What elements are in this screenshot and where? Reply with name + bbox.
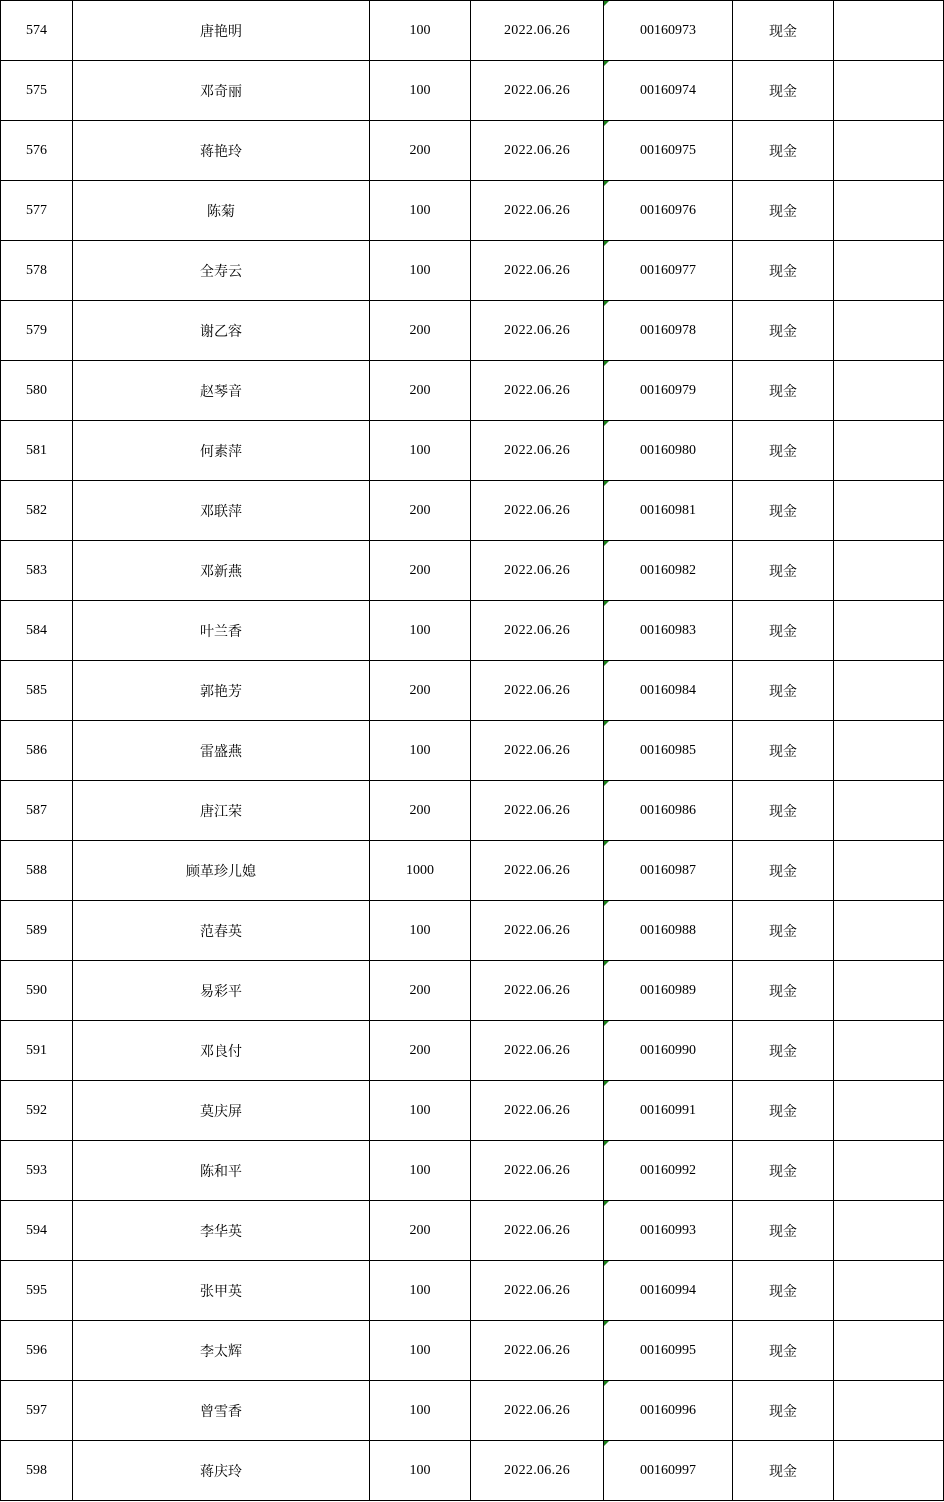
table-row xyxy=(1,61,944,121)
date-cell[interactable]: 2022.06.26 xyxy=(471,721,604,781)
remark-cell[interactable] xyxy=(834,661,944,721)
table-row xyxy=(1,781,944,841)
remark-cell[interactable] xyxy=(834,1381,944,1441)
payment-method-cell[interactable]: 现金 xyxy=(733,1261,834,1321)
date-cell[interactable]: 2022.06.26 xyxy=(471,841,604,901)
row-number-cell[interactable]: 593 xyxy=(1,1141,73,1201)
text-number-indicator-icon xyxy=(604,1201,609,1206)
remark-cell[interactable] xyxy=(834,1321,944,1381)
date-cell[interactable]: 2022.06.26 xyxy=(471,901,604,961)
receipt-number-cell[interactable] xyxy=(604,181,733,241)
donor-name-cell[interactable]: 蒋庆玲 xyxy=(73,1441,370,1501)
table-row xyxy=(1,121,944,181)
text-number-indicator-icon xyxy=(604,1081,609,1086)
amount-cell[interactable]: 200 xyxy=(370,541,471,601)
row-number-cell[interactable]: 577 xyxy=(1,181,73,241)
payment-method-cell[interactable]: 现金 xyxy=(733,481,834,541)
payment-method-cell[interactable]: 现金 xyxy=(733,301,834,361)
payment-method-cell[interactable]: 现金 xyxy=(733,61,834,121)
amount-cell[interactable]: 200 xyxy=(370,121,471,181)
donor-name-cell[interactable]: 陈菊 xyxy=(73,181,370,241)
receipt-number-cell[interactable] xyxy=(604,1081,733,1141)
amount-cell[interactable]: 100 xyxy=(370,1,471,61)
date-cell[interactable]: 2022.06.26 xyxy=(471,121,604,181)
text-number-indicator-icon xyxy=(604,181,609,186)
donor-name-cell[interactable]: 莫庆屏 xyxy=(73,1081,370,1141)
donor-name-cell[interactable]: 顾革珍儿媳 xyxy=(73,841,370,901)
date-cell[interactable]: 2022.06.26 xyxy=(471,1261,604,1321)
payment-method-cell[interactable]: 现金 xyxy=(733,421,834,481)
donor-name-cell[interactable]: 邓联萍 xyxy=(73,481,370,541)
remark-cell[interactable] xyxy=(834,1021,944,1081)
text-number-indicator-icon xyxy=(604,901,609,906)
donor-name-cell[interactable]: 郭艳芳 xyxy=(73,661,370,721)
receipt-number-text: 00160981 xyxy=(640,502,696,518)
receipt-number-text: 00160995 xyxy=(640,1342,696,1358)
receipt-number-cell[interactable] xyxy=(604,1141,733,1201)
date-cell[interactable]: 2022.06.26 xyxy=(471,241,604,301)
receipt-number-text: 00160988 xyxy=(640,922,696,938)
amount-cell[interactable]: 100 xyxy=(370,61,471,121)
remark-cell[interactable] xyxy=(834,1081,944,1141)
payment-method-cell[interactable]: 现金 xyxy=(733,1381,834,1441)
payment-method-cell[interactable]: 现金 xyxy=(733,901,834,961)
text-number-indicator-icon xyxy=(604,481,609,486)
date-cell[interactable]: 2022.06.26 xyxy=(471,1,604,61)
donor-name-cell[interactable]: 蒋艳玲 xyxy=(73,121,370,181)
remark-cell[interactable] xyxy=(834,1441,944,1501)
date-cell[interactable]: 2022.06.26 xyxy=(471,181,604,241)
receipt-number-text: 00160974 xyxy=(640,82,696,98)
amount-cell[interactable]: 100 xyxy=(370,181,471,241)
table-row xyxy=(1,961,944,1021)
text-number-indicator-icon xyxy=(604,1141,609,1146)
table-row xyxy=(1,1141,944,1201)
amount-cell[interactable]: 200 xyxy=(370,361,471,421)
remark-cell[interactable] xyxy=(834,361,944,421)
receipt-number-cell[interactable] xyxy=(604,901,733,961)
date-cell[interactable]: 2022.06.26 xyxy=(471,781,604,841)
table-row xyxy=(1,1021,944,1081)
row-number-cell[interactable]: 586 xyxy=(1,721,73,781)
receipt-number-cell[interactable] xyxy=(604,1381,733,1441)
payment-method-cell[interactable]: 现金 xyxy=(733,841,834,901)
text-number-indicator-icon xyxy=(604,361,609,366)
receipt-number-cell[interactable] xyxy=(604,841,733,901)
receipt-number-text: 00160991 xyxy=(640,1102,696,1118)
donor-name-cell[interactable]: 邓良付 xyxy=(73,1021,370,1081)
table-row xyxy=(1,901,944,961)
row-number-cell[interactable]: 583 xyxy=(1,541,73,601)
table-row xyxy=(1,721,944,781)
remark-cell[interactable] xyxy=(834,481,944,541)
payment-method-cell[interactable]: 现金 xyxy=(733,181,834,241)
amount-cell[interactable]: 200 xyxy=(370,1201,471,1261)
text-number-indicator-icon xyxy=(604,61,609,66)
donor-name-cell[interactable]: 唐艳明 xyxy=(73,1,370,61)
text-number-indicator-icon xyxy=(604,301,609,306)
row-number-cell[interactable]: 588 xyxy=(1,841,73,901)
donor-name-cell[interactable]: 曾雪香 xyxy=(73,1381,370,1441)
receipt-number-cell[interactable] xyxy=(604,121,733,181)
receipt-number-cell[interactable] xyxy=(604,721,733,781)
remark-cell[interactable] xyxy=(834,421,944,481)
amount-cell[interactable]: 100 xyxy=(370,1261,471,1321)
payment-method-cell[interactable]: 现金 xyxy=(733,361,834,421)
row-number-cell[interactable]: 592 xyxy=(1,1081,73,1141)
row-number-cell[interactable]: 589 xyxy=(1,901,73,961)
date-cell[interactable]: 2022.06.26 xyxy=(471,1321,604,1381)
receipt-number-text: 00160980 xyxy=(640,442,696,458)
donor-name-cell[interactable]: 赵琴音 xyxy=(73,361,370,421)
payment-method-cell[interactable]: 现金 xyxy=(733,781,834,841)
amount-cell[interactable]: 100 xyxy=(370,421,471,481)
table-row xyxy=(1,601,944,661)
receipt-number-cell[interactable] xyxy=(604,421,733,481)
text-number-indicator-icon xyxy=(604,601,609,606)
amount-cell[interactable]: 100 xyxy=(370,1141,471,1201)
date-cell[interactable]: 2022.06.26 xyxy=(471,541,604,601)
payment-method-cell[interactable]: 现金 xyxy=(733,1081,834,1141)
receipt-number-text: 00160982 xyxy=(640,562,696,578)
remark-cell[interactable] xyxy=(834,1261,944,1321)
row-number-cell[interactable]: 574 xyxy=(1,1,73,61)
text-number-indicator-icon xyxy=(604,661,609,666)
date-cell[interactable]: 2022.06.26 xyxy=(471,601,604,661)
remark-cell[interactable] xyxy=(834,841,944,901)
table-row xyxy=(1,301,944,361)
receipt-number-cell[interactable] xyxy=(604,541,733,601)
donor-name-cell[interactable]: 谢乙容 xyxy=(73,301,370,361)
receipt-number-text: 00160977 xyxy=(640,262,696,278)
payment-method-cell[interactable]: 现金 xyxy=(733,1,834,61)
date-cell[interactable]: 2022.06.26 xyxy=(471,961,604,1021)
row-number-cell[interactable]: 579 xyxy=(1,301,73,361)
donor-name-cell[interactable]: 雷盛燕 xyxy=(73,721,370,781)
text-number-indicator-icon xyxy=(604,421,609,426)
receipt-number-text: 00160987 xyxy=(640,862,696,878)
date-cell[interactable]: 2022.06.26 xyxy=(471,1201,604,1261)
payment-method-cell[interactable]: 现金 xyxy=(733,1021,834,1081)
date-cell[interactable]: 2022.06.26 xyxy=(471,481,604,541)
text-number-indicator-icon xyxy=(604,1321,609,1326)
amount-cell[interactable]: 1000 xyxy=(370,841,471,901)
row-number-cell[interactable]: 582 xyxy=(1,481,73,541)
receipt-number-text: 00160976 xyxy=(640,202,696,218)
amount-cell[interactable]: 100 xyxy=(370,1441,471,1501)
receipt-number-text: 00160986 xyxy=(640,802,696,818)
receipt-number-cell[interactable] xyxy=(604,601,733,661)
payment-method-cell[interactable]: 现金 xyxy=(733,241,834,301)
table-row xyxy=(1,241,944,301)
date-cell[interactable]: 2022.06.26 xyxy=(471,661,604,721)
receipt-number-text: 00160978 xyxy=(640,322,696,338)
receipt-number-text: 00160985 xyxy=(640,742,696,758)
table-row xyxy=(1,361,944,421)
donor-name-cell[interactable]: 易彩平 xyxy=(73,961,370,1021)
receipt-number-text: 00160984 xyxy=(640,682,696,698)
table-row xyxy=(1,481,944,541)
donor-name-cell[interactable]: 李太辉 xyxy=(73,1321,370,1381)
date-cell[interactable]: 2022.06.26 xyxy=(471,1081,604,1141)
date-cell[interactable]: 2022.06.26 xyxy=(471,61,604,121)
remark-cell[interactable] xyxy=(834,1,944,61)
table-row xyxy=(1,181,944,241)
receipt-number-text: 00160983 xyxy=(640,622,696,638)
receipt-number-cell[interactable] xyxy=(604,1321,733,1381)
text-number-indicator-icon xyxy=(604,841,609,846)
remark-cell[interactable] xyxy=(834,721,944,781)
date-cell[interactable]: 2022.06.26 xyxy=(471,421,604,481)
row-number-cell[interactable]: 596 xyxy=(1,1321,73,1381)
receipt-number-text: 00160997 xyxy=(640,1462,696,1478)
date-cell[interactable]: 2022.06.26 xyxy=(471,301,604,361)
table-row xyxy=(1,1201,944,1261)
text-number-indicator-icon xyxy=(604,721,609,726)
amount-cell[interactable]: 100 xyxy=(370,721,471,781)
receipt-number-cell[interactable] xyxy=(604,61,733,121)
receipt-number-cell[interactable] xyxy=(604,1261,733,1321)
payment-method-cell[interactable]: 现金 xyxy=(733,1441,834,1501)
donor-name-cell[interactable]: 何素萍 xyxy=(73,421,370,481)
payment-method-cell[interactable]: 现金 xyxy=(733,721,834,781)
amount-cell[interactable]: 100 xyxy=(370,1381,471,1441)
receipt-number-text: 00160992 xyxy=(640,1162,696,1178)
table-row xyxy=(1,1381,944,1441)
receipt-number-text: 00160994 xyxy=(640,1282,696,1298)
row-number-cell[interactable]: 587 xyxy=(1,781,73,841)
receipt-number-text: 00160996 xyxy=(640,1402,696,1418)
receipt-number-cell[interactable] xyxy=(604,481,733,541)
receipt-number-cell[interactable] xyxy=(604,1441,733,1501)
amount-cell[interactable]: 200 xyxy=(370,301,471,361)
donor-name-cell[interactable]: 李华英 xyxy=(73,1201,370,1261)
remark-cell[interactable] xyxy=(834,61,944,121)
amount-cell[interactable]: 100 xyxy=(370,1081,471,1141)
receipt-number-text: 00160993 xyxy=(640,1222,696,1238)
donor-name-cell[interactable]: 邓奇丽 xyxy=(73,61,370,121)
receipt-number-cell[interactable] xyxy=(604,1201,733,1261)
receipt-number-cell[interactable] xyxy=(604,241,733,301)
row-number-cell[interactable]: 591 xyxy=(1,1021,73,1081)
receipt-number-text: 00160979 xyxy=(640,382,696,398)
payment-method-cell[interactable]: 现金 xyxy=(733,601,834,661)
remark-cell[interactable] xyxy=(834,961,944,1021)
payment-method-cell[interactable]: 现金 xyxy=(733,961,834,1021)
amount-cell[interactable]: 100 xyxy=(370,1321,471,1381)
payment-method-cell[interactable]: 现金 xyxy=(733,1201,834,1261)
date-cell[interactable]: 2022.06.26 xyxy=(471,1441,604,1501)
date-cell[interactable]: 2022.06.26 xyxy=(471,361,604,421)
remark-cell[interactable] xyxy=(834,1201,944,1261)
row-number-cell[interactable]: 578 xyxy=(1,241,73,301)
amount-cell[interactable]: 200 xyxy=(370,661,471,721)
remark-cell[interactable] xyxy=(834,541,944,601)
amount-cell[interactable]: 200 xyxy=(370,481,471,541)
receipt-number-cell[interactable] xyxy=(604,301,733,361)
row-number-cell[interactable]: 594 xyxy=(1,1201,73,1261)
date-cell[interactable]: 2022.06.26 xyxy=(471,1381,604,1441)
row-number-cell[interactable]: 575 xyxy=(1,61,73,121)
row-number-cell[interactable]: 584 xyxy=(1,601,73,661)
amount-cell[interactable]: 200 xyxy=(370,961,471,1021)
text-number-indicator-icon xyxy=(604,961,609,966)
donor-name-cell[interactable]: 全寿云 xyxy=(73,241,370,301)
table-row xyxy=(1,1441,944,1501)
receipt-number-cell[interactable] xyxy=(604,1,733,61)
remark-cell[interactable] xyxy=(834,1141,944,1201)
text-number-indicator-icon xyxy=(604,781,609,786)
row-number-cell[interactable]: 576 xyxy=(1,121,73,181)
table-row xyxy=(1,541,944,601)
receipt-number-cell[interactable] xyxy=(604,1021,733,1081)
row-number-cell[interactable]: 581 xyxy=(1,421,73,481)
remark-cell[interactable] xyxy=(834,121,944,181)
ledger-body xyxy=(1,1,944,1501)
table-row xyxy=(1,1261,944,1321)
text-number-indicator-icon xyxy=(604,1381,609,1386)
text-number-indicator-icon xyxy=(604,241,609,246)
donor-name-cell[interactable]: 张甲英 xyxy=(73,1261,370,1321)
donor-name-cell[interactable]: 叶兰香 xyxy=(73,601,370,661)
payment-method-cell[interactable]: 现金 xyxy=(733,1321,834,1381)
row-number-cell[interactable]: 597 xyxy=(1,1381,73,1441)
row-number-cell[interactable]: 598 xyxy=(1,1441,73,1501)
text-number-indicator-icon xyxy=(604,1021,609,1026)
donor-name-cell[interactable]: 范春英 xyxy=(73,901,370,961)
amount-cell[interactable]: 100 xyxy=(370,601,471,661)
text-number-indicator-icon xyxy=(604,1,609,6)
row-number-cell[interactable]: 595 xyxy=(1,1261,73,1321)
text-number-indicator-icon xyxy=(604,541,609,546)
remark-cell[interactable] xyxy=(834,181,944,241)
table-row xyxy=(1,841,944,901)
row-number-cell[interactable]: 590 xyxy=(1,961,73,1021)
receipt-number-cell[interactable] xyxy=(604,361,733,421)
text-number-indicator-icon xyxy=(604,121,609,126)
remark-cell[interactable] xyxy=(834,781,944,841)
amount-cell[interactable]: 200 xyxy=(370,1021,471,1081)
remark-cell[interactable] xyxy=(834,301,944,361)
table-row xyxy=(1,1,944,61)
donor-name-cell[interactable]: 邓新燕 xyxy=(73,541,370,601)
receipt-number-cell[interactable] xyxy=(604,661,733,721)
receipt-number-text: 00160990 xyxy=(640,1042,696,1058)
table-row xyxy=(1,661,944,721)
text-number-indicator-icon xyxy=(604,1261,609,1266)
receipt-number-text: 00160989 xyxy=(640,982,696,998)
donor-name-cell[interactable]: 唐江荣 xyxy=(73,781,370,841)
text-number-indicator-icon xyxy=(604,1441,609,1446)
receipt-number-cell[interactable] xyxy=(604,781,733,841)
remark-cell[interactable] xyxy=(834,601,944,661)
receipt-number-cell[interactable] xyxy=(604,961,733,1021)
payment-method-cell[interactable]: 现金 xyxy=(733,121,834,181)
donor-name-cell[interactable]: 陈和平 xyxy=(73,1141,370,1201)
row-number-cell[interactable]: 580 xyxy=(1,361,73,421)
amount-cell[interactable]: 100 xyxy=(370,901,471,961)
amount-cell[interactable]: 200 xyxy=(370,781,471,841)
remark-cell[interactable] xyxy=(834,241,944,301)
payment-method-cell[interactable]: 现金 xyxy=(733,661,834,721)
table-row xyxy=(1,1321,944,1381)
row-number-cell[interactable]: 585 xyxy=(1,661,73,721)
payment-method-cell[interactable]: 现金 xyxy=(733,541,834,601)
remark-cell[interactable] xyxy=(834,901,944,961)
payment-method-cell[interactable]: 现金 xyxy=(733,1141,834,1201)
date-cell[interactable]: 2022.06.26 xyxy=(471,1021,604,1081)
receipt-number-text: 00160973 xyxy=(640,22,696,38)
amount-cell[interactable]: 100 xyxy=(370,241,471,301)
table-row xyxy=(1,421,944,481)
receipt-number-text: 00160975 xyxy=(640,142,696,158)
date-cell[interactable]: 2022.06.26 xyxy=(471,1141,604,1201)
table-row xyxy=(1,1081,944,1141)
